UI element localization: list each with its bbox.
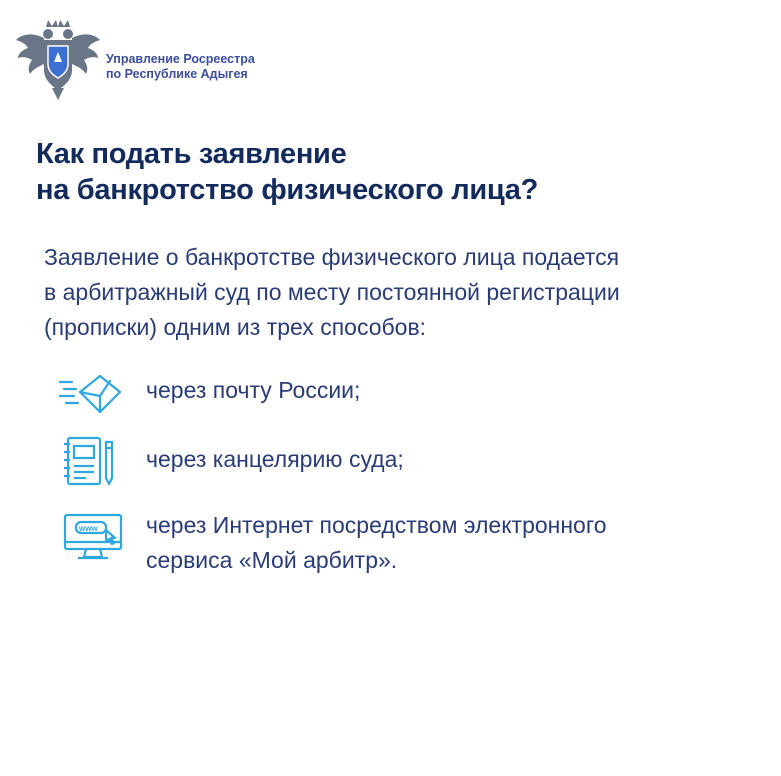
title-line-2: на банкротство физического лица? <box>36 174 538 206</box>
rosreestr-emblem-logo <box>14 14 102 102</box>
notebook-pencil-icon <box>62 436 116 493</box>
intro-line-2: в арбитражный суд по месту постоянной регистрации <box>44 279 620 305</box>
method-post-text: через почту России; <box>146 377 361 403</box>
svg-text:www: www <box>79 524 98 533</box>
method-internet-text-line-2: сервиса «Мой арбитр». <box>146 547 398 573</box>
intro-line-1: Заявление о банкротстве физического лица подается <box>44 244 620 270</box>
org-line-1: Управление Росреестра <box>106 52 255 66</box>
org-line-2: по Республике Адыгея <box>106 67 248 81</box>
intro-paragraph <box>44 240 764 345</box>
method-court-office-text: через канцелярию суда; <box>146 446 404 472</box>
intro-line-3: (прописки) одним из трех способов: <box>44 314 427 340</box>
organization-name <box>106 52 255 82</box>
mail-envelope-icon <box>58 372 122 423</box>
page-title <box>36 136 538 208</box>
computer-www-icon <box>62 512 124 567</box>
method-internet-text-line-1: через Интернет посредством электронного <box>146 512 607 538</box>
title-line-1: Как подать заявление <box>36 138 347 170</box>
